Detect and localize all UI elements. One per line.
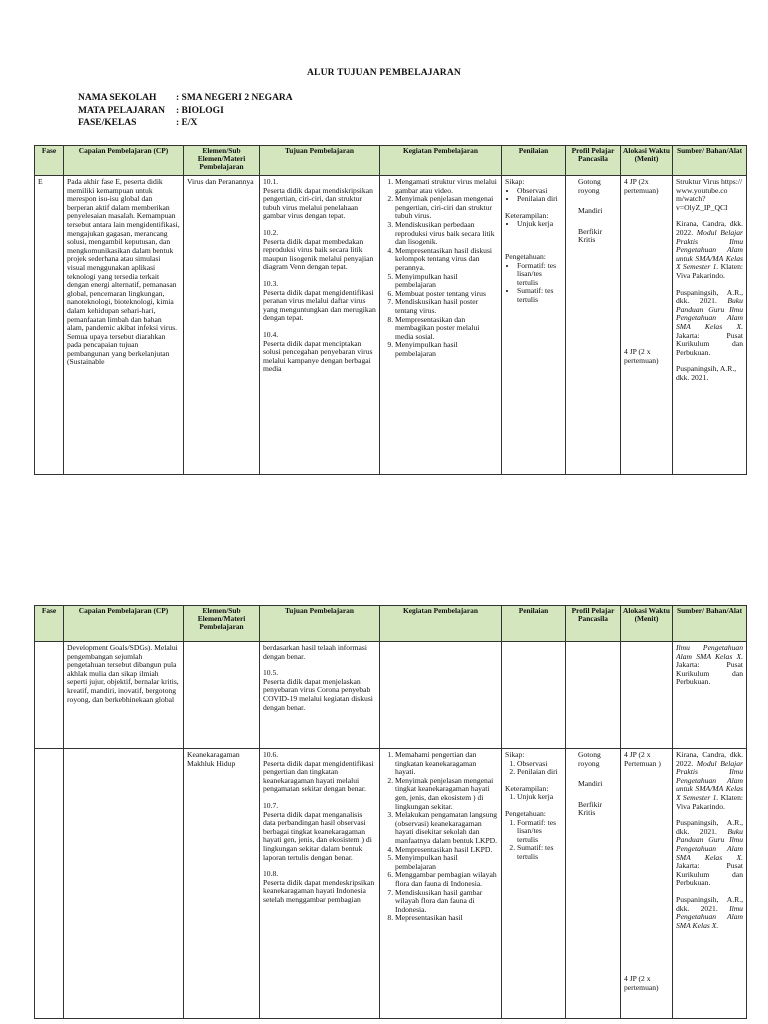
cell-fase: E — [35, 176, 64, 475]
list-item: • Penilaian diri — [517, 195, 562, 204]
tujuan-continuation: berdasarkan hasil telaah informasi dengan benar. — [263, 644, 367, 661]
tujuan-item: 10.5. Peserta didik dapat menjelaskan penyebaran virus Corona penyebab COVID-19 melalui kegiatan diskusi dengan benar. — [263, 668, 373, 712]
tujuan-item: 10.4. Peserta didik dapat menciptakan solusi pencegahan penyebaran virus melalui kampanye dengan berbagai media — [263, 329, 373, 374]
list-item: • Berfikir Kritis — [578, 801, 617, 818]
list-item: • Observasi — [517, 187, 562, 196]
header-kegiatan: Kegiatan Pembelajaran — [380, 606, 502, 642]
table-row — [35, 749, 747, 1019]
kegiatan-list — [383, 751, 498, 923]
header-profil: Profil Pelajar Pancasila — [566, 606, 621, 642]
list-item: 1. Unjuk kerja — [517, 793, 562, 802]
list-item: 4. Mempresentasikan hasil diskusi kelompok tentang virus dan perannya. — [395, 247, 498, 273]
list-item: 3. Mendiskusikan perbedaan reproduksi virus baik secara litik dan lisogenik. — [395, 221, 498, 247]
table-header-row — [35, 606, 747, 642]
header-alokasi: Alokasi Waktu (Menit) — [621, 606, 673, 642]
table-page-2 — [34, 605, 747, 1019]
list-item: 6. Menggambar pembagian wilayah flora dan fauna di Indonesia. — [395, 871, 498, 888]
header-tujuan: Tujuan Pembelajaran — [260, 606, 380, 642]
list-item: • Sumatif: tes tertulis — [517, 287, 562, 304]
list-item: 2. Menyimak penjelasan mengenai tingkat keanekaragaman hayati gen, jenis, dan ekosistem ) di lingkungan sekitar. — [395, 777, 498, 811]
list-item: 5. Menyimpulkan hasil pembelajaran — [395, 273, 498, 290]
meta-label: NAMA SEKOLAH — [78, 93, 157, 103]
cell-penilaian — [502, 176, 566, 475]
list-item: 1. Memahami pengertian dan tingkatan keanekaragaman hayati. — [395, 751, 498, 777]
list-item: 8. Mepresentasikan hasil — [395, 914, 498, 923]
header-sumber: Sumber/ Bahan/Alat — [673, 606, 747, 642]
list-item: • Mandiri — [578, 780, 617, 789]
list-item: 1. Formatif: tes lisan/tes tertulis — [517, 819, 562, 845]
cell-sumber — [673, 749, 747, 1019]
sumber-ref: Puspaningsih, A.R., dkk. 2021. Buku Panduan Guru Ilmu Pengetahuan Alam SMA Kelas X. Jakarta: Pusat Kurikulum dan Perbukuan. — [676, 818, 743, 888]
list-item: 7. Mendiskusikan hasil gambar wilayah flora dan fauna di Indonesia. — [395, 889, 498, 915]
tujuan-item: 10.3. Peserta didik dapat mengidentifikasi peranan virus melalui daftar virus yang menguntungkan dan merugikan dengan tepat. — [263, 278, 376, 323]
cell-penilaian — [502, 749, 566, 1019]
cell-kegiatan — [380, 749, 502, 1019]
table-header-row — [35, 146, 747, 176]
document-meta — [78, 92, 293, 130]
sumber-ref: Puspaningsih, A.R., dkk. 2021. — [676, 364, 737, 382]
list-item: • Gotong royong — [578, 751, 617, 768]
alokasi-value: 4 JP (2 x Pertemuan ) — [624, 751, 661, 768]
cell-sumber — [673, 176, 747, 475]
list-item: 2. Menyimak penjelasan mengenai pengertian, ciri-ciri dan struktur tubuh virus. — [395, 195, 498, 221]
header-fase: Fase — [35, 146, 64, 176]
tujuan-item: 10.1. Peserta didik dapat mendiskripsikan pengertian, ciri-ciri, dan struktur tubuh virus melalui penelahaan gambar virus dengan tepat. — [263, 178, 373, 221]
list-item: 4. Mempresentasikan hasil LKPD. — [395, 846, 498, 855]
sumber-ref: Kirana, Candra, dkk. 2022. Modul Belajar Praktis Ilmu Pengetahuan Alam untuk SMA/MA Kelas X Semester 1. Klaten: Viva Pakarindo. — [676, 219, 743, 280]
list-item: • Berfikir Kritis — [578, 228, 617, 245]
cell-tujuan — [260, 176, 380, 475]
tujuan-item: 10.7. Peserta didik dapat menganalisis data perbandingan hasil observasi berbagai tingkat keanekaragaman hayati gen, jenis, dan ekosistem ) di lingkungan sekitar dalam bentuk laporan tertulis dengan benar. — [263, 800, 372, 862]
list-item: • Mandiri — [578, 207, 617, 216]
list-item: 2. Penilaian diri — [517, 768, 562, 777]
cell-alokasi — [621, 642, 673, 749]
kegiatan-list — [383, 178, 498, 358]
list-item: 3. Melakukan pengamatan langsung (observasi) keanekaragaman hayati disekitar sekolah dan manfaatnya dalam bentuk LKPD. — [395, 811, 498, 845]
cell-sumber: Ilmu Pengetahuan Alam SMA Kelas X. Jakarta: Pusat Kurikulum dan Perbukuan. — [673, 642, 747, 749]
cell-cp: Development Goals/SDGs). Melalui pengembangan sejumlah pengetahuan tersebut dibangun pula akhlak mulia dan sikap ilmiah seperti jujur, objektif, bernalar kritis, kreatif, mandiri, inovatif, bergotong royong, dan berkebhinekaan global — [64, 642, 184, 749]
sumber-url: Struktur Virus https:// www.youtube.co m/watch? v=OlyZ_IP_QCI — [676, 178, 743, 212]
cell-tujuan — [260, 749, 380, 1019]
cell-penilaian — [502, 642, 566, 749]
header-elemen: Elemen/Sub Elemen/Materi Pembelajaran — [184, 606, 260, 642]
sumber-ref: Kirana, Candra, dkk. 2022. Modul Belajar Praktis Ilmu Pengetahuan Alam untuk SMA/MA Kelas X Semester 1. Klaten: Viva Pakarindo. — [676, 751, 743, 811]
document-title: ALUR TUJUAN PEMBELAJARAN — [307, 68, 461, 78]
meta-row-phase — [78, 117, 293, 130]
cell-profil — [566, 749, 621, 1019]
sumber-ref: Puspaningsih, A.R., dkk. 2021. Ilmu Pengetahuan Alam SMA Kelas X. — [676, 894, 743, 930]
list-item: 5. Menyimpulkan hasil pembelajaran — [395, 854, 498, 871]
list-item: 2. Sumatif: tes tertulis — [517, 844, 562, 861]
meta-value: : E/X — [176, 118, 198, 128]
meta-value: : SMA NEGERI 2 NEGARA — [176, 93, 293, 103]
meta-label: MATA PELAJARAN — [78, 105, 165, 116]
header-penilaian: Penilaian — [502, 146, 566, 176]
alokasi-value: 4 JP (2 x pertemuan) — [624, 347, 659, 365]
keterampilan-label: Keterampilan: — [505, 783, 549, 793]
cell-kegiatan — [380, 176, 502, 475]
cell-profil — [566, 176, 621, 475]
sikap-label: Sikap: — [505, 751, 525, 759]
list-item: • Formatif: tes lisan/tes tertulis — [517, 262, 562, 288]
list-item: 1. Mengamati struktur virus melalui gambar atau video. — [395, 178, 498, 195]
cell-tujuan — [260, 642, 380, 749]
meta-label: FASE/KELAS — [78, 118, 137, 128]
header-fase: Fase — [35, 606, 64, 642]
cell-fase — [35, 749, 64, 1019]
cell-elemen: Virus dan Peranannya — [184, 176, 260, 475]
header-profil: Profil Pelajar Pancasila — [566, 146, 621, 176]
header-penilaian: Penilaian — [502, 606, 566, 642]
keterampilan-label: Keterampilan: — [505, 210, 549, 220]
tujuan-item: 10.2. Peserta didik dapat membedakan reproduksi virus baik secara litik maupun lisogenik melalui penyajian diagram Venn dengan tepat. — [263, 227, 374, 272]
tujuan-item: 10.8. Peserta didik dapat mendeskripsikan keanekaragaman hayati Indonesia setelah menggambar pembagian — [263, 869, 375, 904]
cell-kegiatan — [380, 642, 502, 749]
list-item: 8. Mempresentasikan dan membagikan poster melalui media sosial. — [395, 316, 498, 342]
cell-alokasi — [621, 176, 673, 475]
cell-fase — [35, 642, 64, 749]
tujuan-item: 10.6. Peserta didik dapat mengidentifikasi pengertian dan tingkatan keanekaragaman hayati melalui pengamatan sekitar dengan benar. — [263, 751, 374, 794]
list-item: 7. Mendiskusikan hasil poster tentang virus. — [395, 298, 498, 315]
pengetahuan-label: Pengetahuan: — [505, 808, 546, 818]
list-item: • Unjuk kerja — [517, 220, 562, 229]
header-cp: Capaian Pembelajaran (CP) — [64, 606, 184, 642]
sumber-ref: Puspaningsih, A.R., dkk. 2021. Buku Panduan Guru Ilmu Pengetahuan Alam SMA Kelas X. Jakarta: Pusat Kurikulum dan Perbukuan. — [676, 287, 743, 357]
alokasi-value: 4 JP (2 x pertemuan) — [624, 974, 659, 992]
meta-value: : BIOLOGI — [176, 105, 224, 116]
meta-row-school — [78, 92, 293, 105]
cell-cp: Pada akhir fase E, peserta didik memiliki kemampuan untuk merespon isu-isu global dan berperan aktif dalam memberikan penyelesaian masalah. Kemampuan tersebut antara lain mengidentifikasi, mengajukan gagasan, merancang solusi, mengambil keputusan, dan mengkomunikasikan dalam bentuk projek sederhana atau simulasi visual menggunakan aplikasi teknologi yang tersedia terkait dengan energi alternatif, pemanasan global, pencemaran lingkungan, nanoteknologi, bioteknologi, kimia dalam kehidupan sehari-hari, pemanfaatan limbah dan bahan alam, pandemic akibat infeksi virus. Semua upaya tersebut diarahkan pada pencapaian tujuan pembangunan yang berkelanjutan (Sustainable — [64, 176, 184, 475]
header-tujuan: Tujuan Pembelajaran — [260, 146, 380, 176]
header-sumber: Sumber/ Bahan/Alat — [673, 146, 747, 176]
cell-elemen: Keanekaragaman Makhluk Hidup — [184, 749, 260, 1019]
table-row — [35, 642, 747, 749]
table-row — [35, 176, 747, 475]
cell-elemen — [184, 642, 260, 749]
list-item: 1. Observasi — [517, 760, 562, 769]
list-item: 6. Membuat poster tentang virus — [395, 290, 498, 299]
table-page-1 — [34, 145, 747, 475]
list-item: • Gotong royong — [578, 178, 617, 195]
cell-cp — [64, 749, 184, 1019]
header-alokasi: Alokasi Waktu (Menit) — [621, 146, 673, 176]
list-item: 9. Menyimpulkan hasil pembelajaran — [395, 341, 498, 358]
pengetahuan-label: Pengetahuan: — [505, 251, 546, 261]
header-elemen: Elemen/Sub Elemen/Materi Pembelajaran — [184, 146, 260, 176]
sikap-label: Sikap: — [505, 178, 525, 186]
header-kegiatan: Kegiatan Pembelajaran — [380, 146, 502, 176]
cell-profil — [566, 642, 621, 749]
meta-row-subject — [78, 105, 293, 118]
cell-alokasi — [621, 749, 673, 1019]
alokasi-value: 4 JP (2x pertemuan) — [624, 178, 659, 195]
header-cp: Capaian Pembelajaran (CP) — [64, 146, 184, 176]
